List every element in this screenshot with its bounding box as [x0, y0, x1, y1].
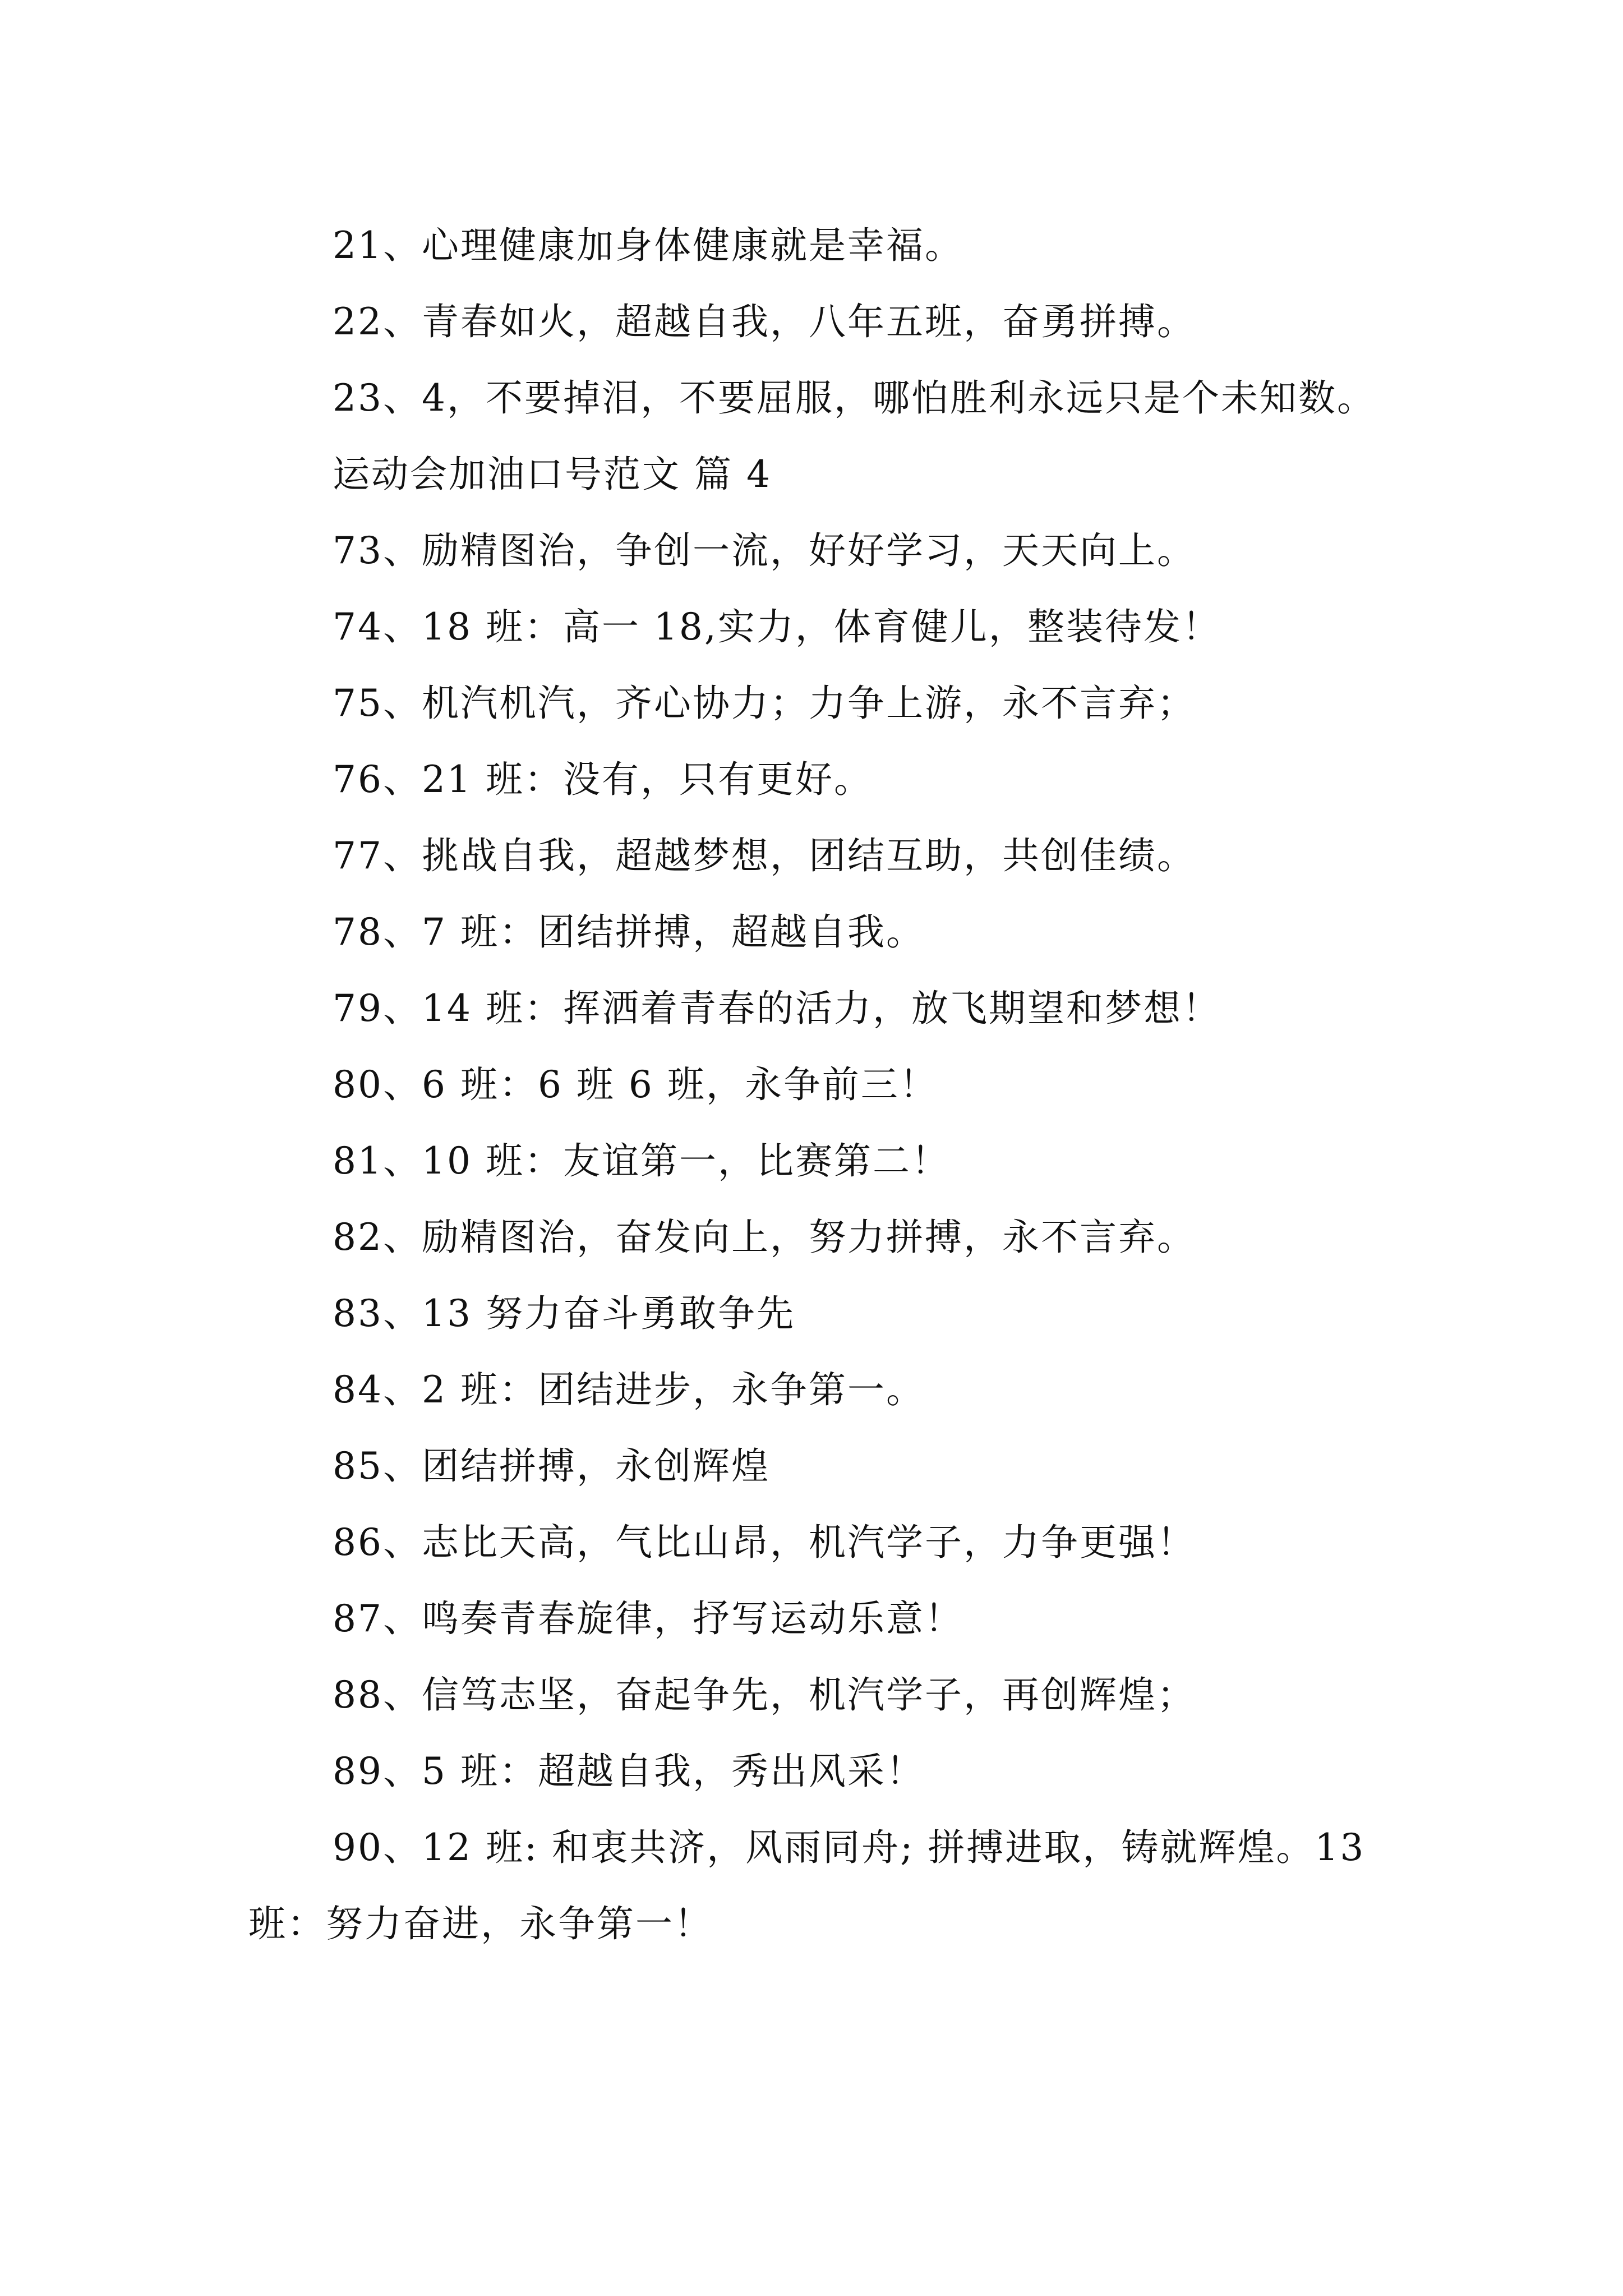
paragraph-74: 74、18 班：高一 18,实力，体育健儿，整装待发！: [333, 605, 1221, 648]
paragraph-90: 90、12 班: 和衷共济，风雨同舟; 拼搏进取，铸就辉煌。13 班：努力奋进，永争第一！: [248, 1826, 1366, 1945]
section-heading: 运动会加油口号范文 篇 4: [333, 453, 772, 496]
paragraph-84: 84、2 班：团结进步，永争第一。: [333, 1368, 925, 1411]
paragraph-89: 89、5 班：超越自我，秀出风采！: [333, 1750, 925, 1793]
paragraph-75: 75、机汽机汽，齐心协力；力争上游，永不言弃；: [333, 682, 1196, 725]
paragraph-73: 73、励精图治，争创一流，好好学习，天天向上。: [333, 529, 1196, 572]
paragraph-22: 22、青春如火，超越自我，八年五班，奋勇拼搏。: [333, 300, 1196, 343]
paragraph-88: 88、信笃志坚，奋起争先，机汽学子，再创辉煌；: [333, 1673, 1196, 1717]
paragraph-86: 86、志比天高，气比山昂，机汽学子，力争更强！: [333, 1521, 1196, 1564]
paragraph-79: 79、14 班：挥洒着青春的活力，放飞期望和梦想！: [333, 987, 1221, 1030]
paragraph-78: 78、7 班：团结拼搏，超越自我。: [333, 910, 925, 954]
paragraph-87: 87、鸣奏青春旋律，抒写运动乐意！: [333, 1597, 963, 1640]
paragraph-81: 81、10 班：友谊第一，比赛第二！: [333, 1139, 950, 1182]
paragraph-23: 23、4，不要掉泪，不要屈服，哪怕胜利永远只是个未知数。: [333, 376, 1376, 420]
paragraph-82: 82、励精图治，奋发向上，努力拼搏，永不言弃。: [333, 1216, 1196, 1259]
paragraph-80: 80、6 班：6 班 6 班，永争前三！: [333, 1063, 938, 1106]
paragraph-76: 76、21 班：没有，只有更好。: [333, 758, 873, 801]
paragraph-85: 85、团结拼搏，永创辉煌: [333, 1444, 770, 1488]
paragraph-77: 77、挑战自我，超越梦想，团结互助，共创佳绩。: [333, 834, 1196, 877]
paragraph-83: 83、13 努力奋斗勇敢争先: [333, 1292, 795, 1335]
paragraph-21: 21、心理健康加身体健康就是幸福。: [333, 224, 963, 267]
document-body: [248, 208, 1381, 1962]
